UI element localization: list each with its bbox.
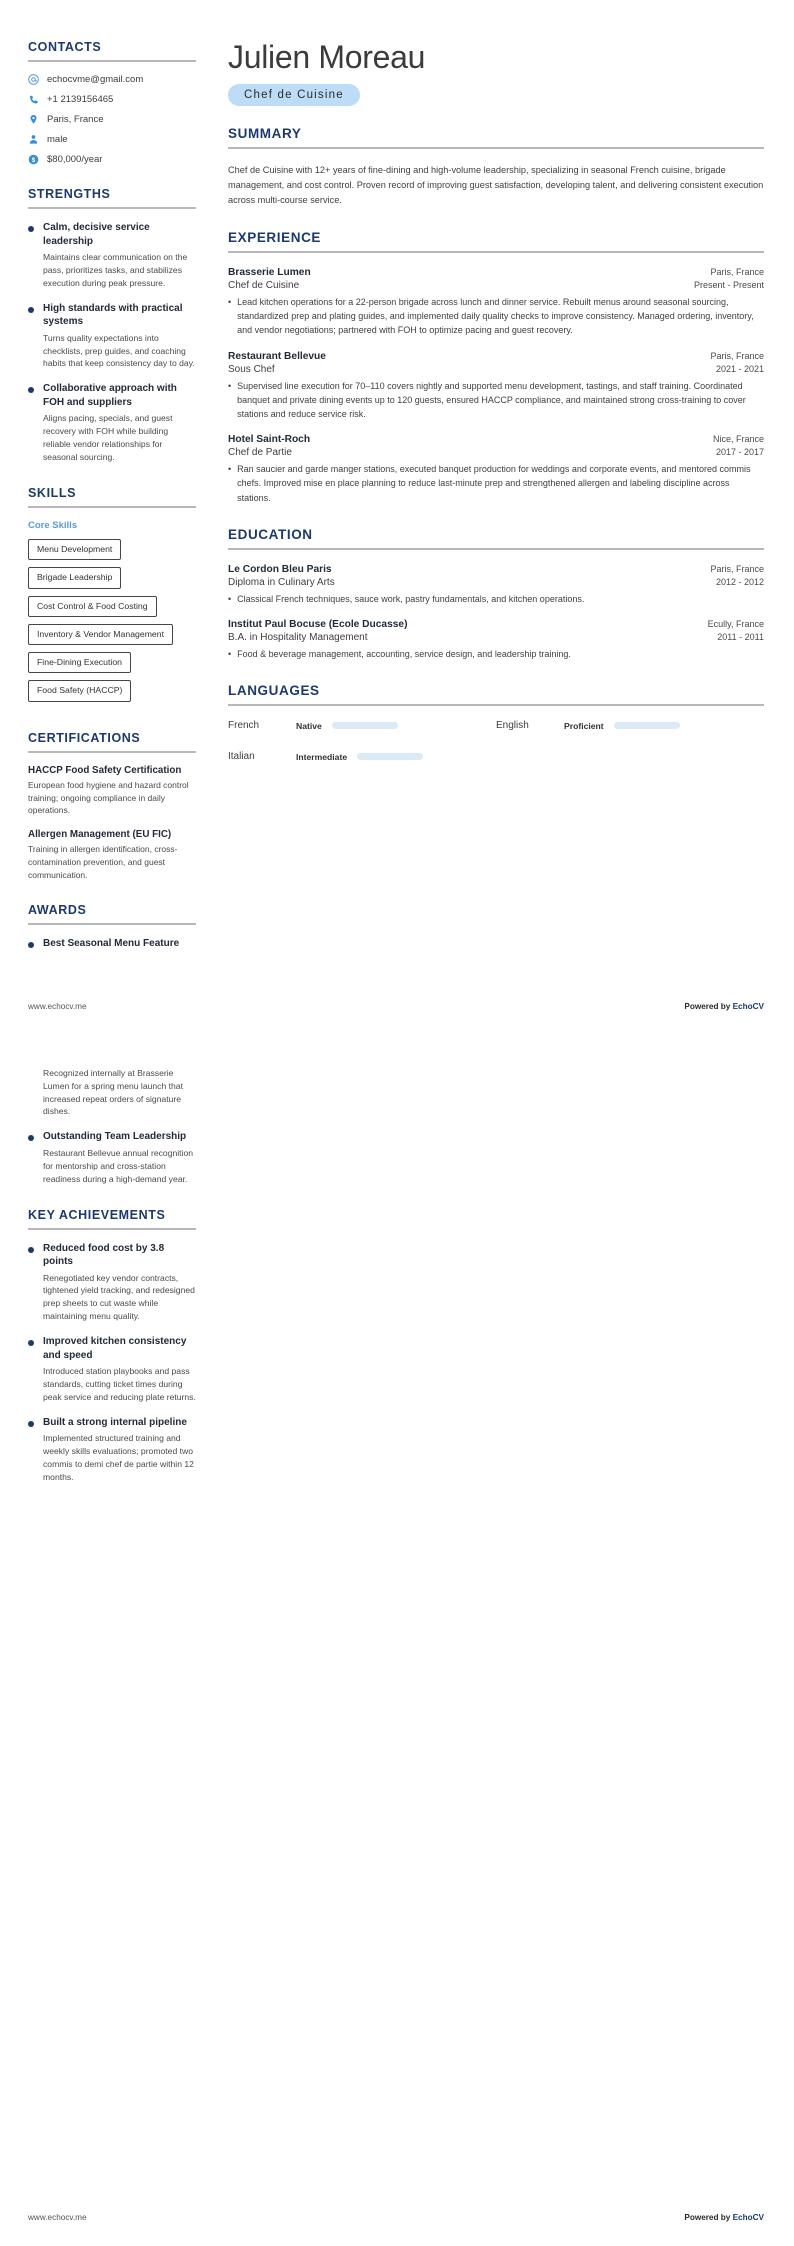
bullet-dot-icon <box>28 1135 34 1141</box>
awards-section <box>28 903 196 954</box>
award-item <box>28 1130 196 1185</box>
skill-chip[interactable]: Fine-Dining Execution <box>28 652 131 673</box>
education-org: Le Cordon Bleu Paris <box>228 563 332 575</box>
key-achievement-item <box>28 1416 196 1484</box>
education-heading: EDUCATION <box>228 526 313 542</box>
header-block <box>228 40 764 106</box>
language-item <box>496 720 764 731</box>
salary-icon <box>28 154 39 165</box>
footer-brand-name: EchoCV <box>732 2213 764 2222</box>
certifications-section <box>28 731 196 882</box>
bullet-dot-icon <box>28 387 34 393</box>
experience-org: Hotel Saint-Roch <box>228 434 311 446</box>
award-item <box>43 1067 196 1119</box>
certification-item <box>28 765 196 817</box>
contacts-section <box>28 40 196 165</box>
education-location: Ecully, France <box>707 619 764 630</box>
languages-grid <box>228 720 764 762</box>
strength-item <box>28 302 196 371</box>
certification-desc: European food hygiene and hazard control training; ongoing compliance in daily operations. <box>28 779 189 816</box>
language-item <box>228 720 496 731</box>
location-pin-icon <box>28 114 39 125</box>
language-proficiency-bar <box>332 722 398 729</box>
language-proficiency-bar <box>614 722 680 729</box>
section-divider <box>28 751 196 753</box>
experience-role: Sous Chef <box>228 363 275 375</box>
sidebar <box>0 0 214 976</box>
contacts-heading: CONTACTS <box>28 40 102 54</box>
footer-site-url[interactable]: www.echocv.me <box>28 2213 87 2222</box>
language-name: English <box>496 720 529 732</box>
language-level: Native <box>296 720 322 731</box>
page-footer <box>0 1002 794 1011</box>
section-divider <box>28 923 196 925</box>
bullet-dot-icon <box>28 942 34 948</box>
sidebar-continued <box>0 1037 214 1506</box>
bullet-dot-icon <box>28 1340 34 1346</box>
experience-bullet-text: Supervised line execution for 70–110 covers nightly and supported menu development, tastings, and staff training. Coordinated banquet and private dining events up to 120 guests, ensured HACCP compliance, and maintained strong cross-training to cover stations and reduce service risk. <box>237 380 746 419</box>
language-level: Intermediate <box>296 751 348 762</box>
resume-sheet-1 <box>0 0 794 1011</box>
section-divider <box>28 207 196 209</box>
education-section <box>228 527 764 661</box>
awards-heading: AWARDS <box>28 903 87 918</box>
strength-desc: Maintains clear communication on the pass, prioritizes tasks, and stabilizes execution during peak pressure. <box>43 252 188 288</box>
education-bullet-text: Classical French techniques, sauce work, pastry fundamentals, and kitchen operations. <box>237 593 585 604</box>
resume-sheet-2 <box>0 1037 794 1506</box>
contact-salary-value: $80,000/year <box>47 154 103 165</box>
footer-site-url[interactable]: www.echocv.me <box>28 1001 87 1011</box>
key-achievement-title: Built a strong internal pipeline <box>43 1416 187 1428</box>
strengths-section <box>28 187 196 464</box>
certification-desc: Training in allergen identification, cross-contamination prevention, and guest communication. <box>28 844 178 880</box>
experience-dates: Present - Present <box>693 279 764 290</box>
education-bullet <box>228 592 764 606</box>
svg-text:$: $ <box>31 156 36 164</box>
award-title: Best Seasonal Menu Feature <box>43 938 180 950</box>
experience-bullet <box>228 462 764 505</box>
education-entry <box>228 619 764 661</box>
experience-bullet <box>228 295 764 338</box>
experience-org: Restaurant Bellevue <box>228 350 326 362</box>
experience-location: Paris, France <box>710 350 764 361</box>
experience-location: Paris, France <box>710 266 764 277</box>
section-divider <box>228 704 764 706</box>
bullet-marker-icon: • <box>228 593 232 604</box>
education-entry <box>228 564 764 606</box>
phone-icon <box>28 94 39 105</box>
education-dates: 2011 - 2011 <box>717 632 764 643</box>
job-title-badge: Chef de Cuisine <box>228 84 360 106</box>
contact-gender[interactable] <box>28 134 196 145</box>
experience-heading: EXPERIENCE <box>228 229 322 245</box>
language-level: Proficient <box>564 720 604 731</box>
experience-bullets <box>228 462 764 505</box>
key-achievement-desc: Introduced station playbooks and pass standards, cutting ticket times during peak service and reducing plate returns. <box>43 1366 196 1402</box>
experience-entry <box>228 351 764 422</box>
key-achievements-heading: KEY ACHIEVEMENTS <box>28 1207 166 1222</box>
key-achievement-item <box>28 1335 196 1404</box>
awards-section-continued <box>28 1067 196 1186</box>
experience-dates: 2021 - 2021 <box>715 363 764 374</box>
footer-powered-prefix: Powered by <box>684 1001 733 1011</box>
section-divider <box>228 548 764 550</box>
contact-gender-value: male <box>47 134 68 145</box>
bullet-marker-icon: • <box>228 649 232 660</box>
contact-phone[interactable] <box>28 94 196 105</box>
section-divider <box>228 251 764 253</box>
experience-org: Brasserie Lumen <box>228 266 311 278</box>
skills-heading: SKILLS <box>28 485 77 500</box>
section-divider <box>28 506 196 508</box>
languages-heading: LANGUAGES <box>228 683 320 699</box>
main-column <box>214 0 794 784</box>
language-item <box>228 751 496 762</box>
footer-brand-name: EchoCV <box>732 1001 764 1011</box>
contact-location-value: Paris, France <box>47 114 104 125</box>
strength-title: High standards with practical systems <box>43 302 183 328</box>
person-icon <box>28 134 39 145</box>
contact-location[interactable] <box>28 114 196 125</box>
contact-email-value: echocvme@gmail.com <box>47 74 144 85</box>
experience-bullet <box>228 379 764 422</box>
language-name: French <box>228 720 260 732</box>
skill-chip[interactable]: Food Safety (HACCP) <box>28 680 131 701</box>
award-item <box>28 937 196 954</box>
experience-bullet-text: Lead kitchen operations for a 22-person brigade across lunch and dinner service. Rebuilt menus around seasonal sourcing, standardized prep and plating guides, and implemented daily quality checks to improve consistency. Managed ordering, inventory, and vendor negotiations; partnered with FOH to optimize pacing and guest recovery. <box>237 296 754 336</box>
section-divider <box>28 60 196 62</box>
bullet-marker-icon: • <box>228 380 232 391</box>
summary-heading: SUMMARY <box>228 126 302 142</box>
education-org: Institut Paul Bocuse (Ecole Ducasse) <box>228 619 408 631</box>
experience-dates: 2017 - 2017 <box>715 447 764 458</box>
education-degree: Diploma in Culinary Arts <box>228 576 335 588</box>
key-achievement-title: Improved kitchen consistency and speed <box>43 1336 187 1361</box>
experience-bullet-text: Ran saucier and garde manger stations, executed banquet production for weddings and corporate events, and mentored commis chefs. Improved mise en place planning to reduce last-minute prep and strengthened allergen and labeling discipline across stations. <box>237 464 751 503</box>
languages-section <box>228 683 764 762</box>
experience-entry <box>228 267 764 338</box>
certification-item <box>28 829 196 881</box>
education-bullet <box>228 647 764 661</box>
main-column-continued <box>214 1037 794 1077</box>
key-achievements-section <box>28 1208 196 1484</box>
key-achievement-desc: Implemented structured training and weekly skills evaluations; promoted two commis to demi chef de partie within 12 months. <box>43 1433 194 1482</box>
education-degree: B.A. in Hospitality Management <box>228 632 368 644</box>
contact-salary[interactable] <box>28 154 196 165</box>
skill-chip[interactable]: Cost Control & Food Costing <box>28 596 157 617</box>
skill-chip[interactable]: Brigade Leadership <box>28 567 121 588</box>
certification-title: Allergen Management (EU FIC) <box>28 829 172 841</box>
bullet-marker-icon: • <box>228 296 232 307</box>
contact-phone-value: +1 2139156465 <box>47 94 114 105</box>
language-name: Italian <box>228 751 255 763</box>
key-achievement-item <box>28 1242 196 1324</box>
section-divider <box>28 1228 196 1230</box>
strengths-heading: STRENGTHS <box>28 187 111 201</box>
footer-powered-by <box>684 1002 764 1011</box>
experience-role: Chef de Cuisine <box>228 279 300 291</box>
strength-item <box>28 382 196 464</box>
skill-chip[interactable]: Menu Development <box>28 539 121 560</box>
experience-entry <box>228 434 764 505</box>
award-desc: Recognized internally at Brasserie Lumen for a spring menu launch that increased repeat orders of signature dishes. <box>43 1067 183 1117</box>
certification-title: HACCP Food Safety Certification <box>28 764 182 776</box>
footer-powered-prefix: Powered by <box>684 2213 733 2222</box>
education-bullets <box>228 647 764 661</box>
section-divider <box>228 147 764 149</box>
strength-item <box>28 221 196 290</box>
skills-group-label: Core Skills <box>28 519 78 531</box>
bullet-dot-icon <box>28 226 34 232</box>
language-proficiency-bar <box>357 753 423 760</box>
strength-desc: Aligns pacing, specials, and guest recovery with FOH while building reliable vendor relationships for seasonal sourcing. <box>43 413 173 463</box>
summary-section <box>228 126 764 208</box>
contact-email[interactable] <box>28 74 196 85</box>
education-bullet-text: Food & beverage management, accounting, service design, and leadership training. <box>237 649 571 660</box>
page-title: Julien Moreau <box>228 39 426 75</box>
skills-chip-list <box>28 539 196 709</box>
education-bullets <box>228 592 764 606</box>
key-achievement-title: Reduced food cost by 3.8 points <box>43 1242 165 1268</box>
page-break-gap <box>0 1011 794 1037</box>
strength-title: Calm, decisive service leadership <box>43 222 150 247</box>
experience-bullets <box>228 295 764 338</box>
footer-powered-by <box>684 2213 764 2222</box>
bullet-marker-icon: • <box>228 464 232 475</box>
summary-text: Chef de Cuisine with 12+ years of fine-dining and high-volume leadership, specializing in seasonal French cuisine, brigade management, and cost control. Proven record of improving guest satisfaction, developing talent, and delivering consistent execution across multi-course service. <box>228 165 764 205</box>
experience-section <box>228 230 764 505</box>
experience-location: Nice, France <box>712 434 764 445</box>
award-title: Outstanding Team Leadership <box>43 1131 187 1143</box>
bullet-dot-icon <box>28 307 34 313</box>
strength-desc: Turns quality expectations into checklists, prep guides, and coaching habits that keep consistency day to day. <box>43 332 195 369</box>
award-desc: Restaurant Bellevue annual recognition for mentorship and cross-station readiness during a high-demand year. <box>43 1147 194 1184</box>
bullet-dot-icon <box>28 1247 34 1253</box>
experience-bullets <box>228 379 764 422</box>
strength-title: Collaborative approach with FOH and suppliers <box>43 383 177 408</box>
skills-section <box>28 486 196 709</box>
key-achievement-desc: Renegotiated key vendor contracts, tightened yield tracking, and redesigned prep sheets to cut waste while maintaining menu quality. <box>43 1272 195 1322</box>
bullet-dot-icon <box>28 1421 34 1427</box>
certifications-heading: CERTIFICATIONS <box>28 730 141 745</box>
email-icon <box>28 74 39 85</box>
experience-role: Chef de Partie <box>228 447 292 459</box>
skill-chip[interactable]: Inventory & Vendor Management <box>28 624 173 645</box>
education-dates: 2012 - 2012 <box>715 576 764 587</box>
education-location: Paris, France <box>710 563 764 574</box>
page-footer-bottom <box>0 2213 794 2222</box>
